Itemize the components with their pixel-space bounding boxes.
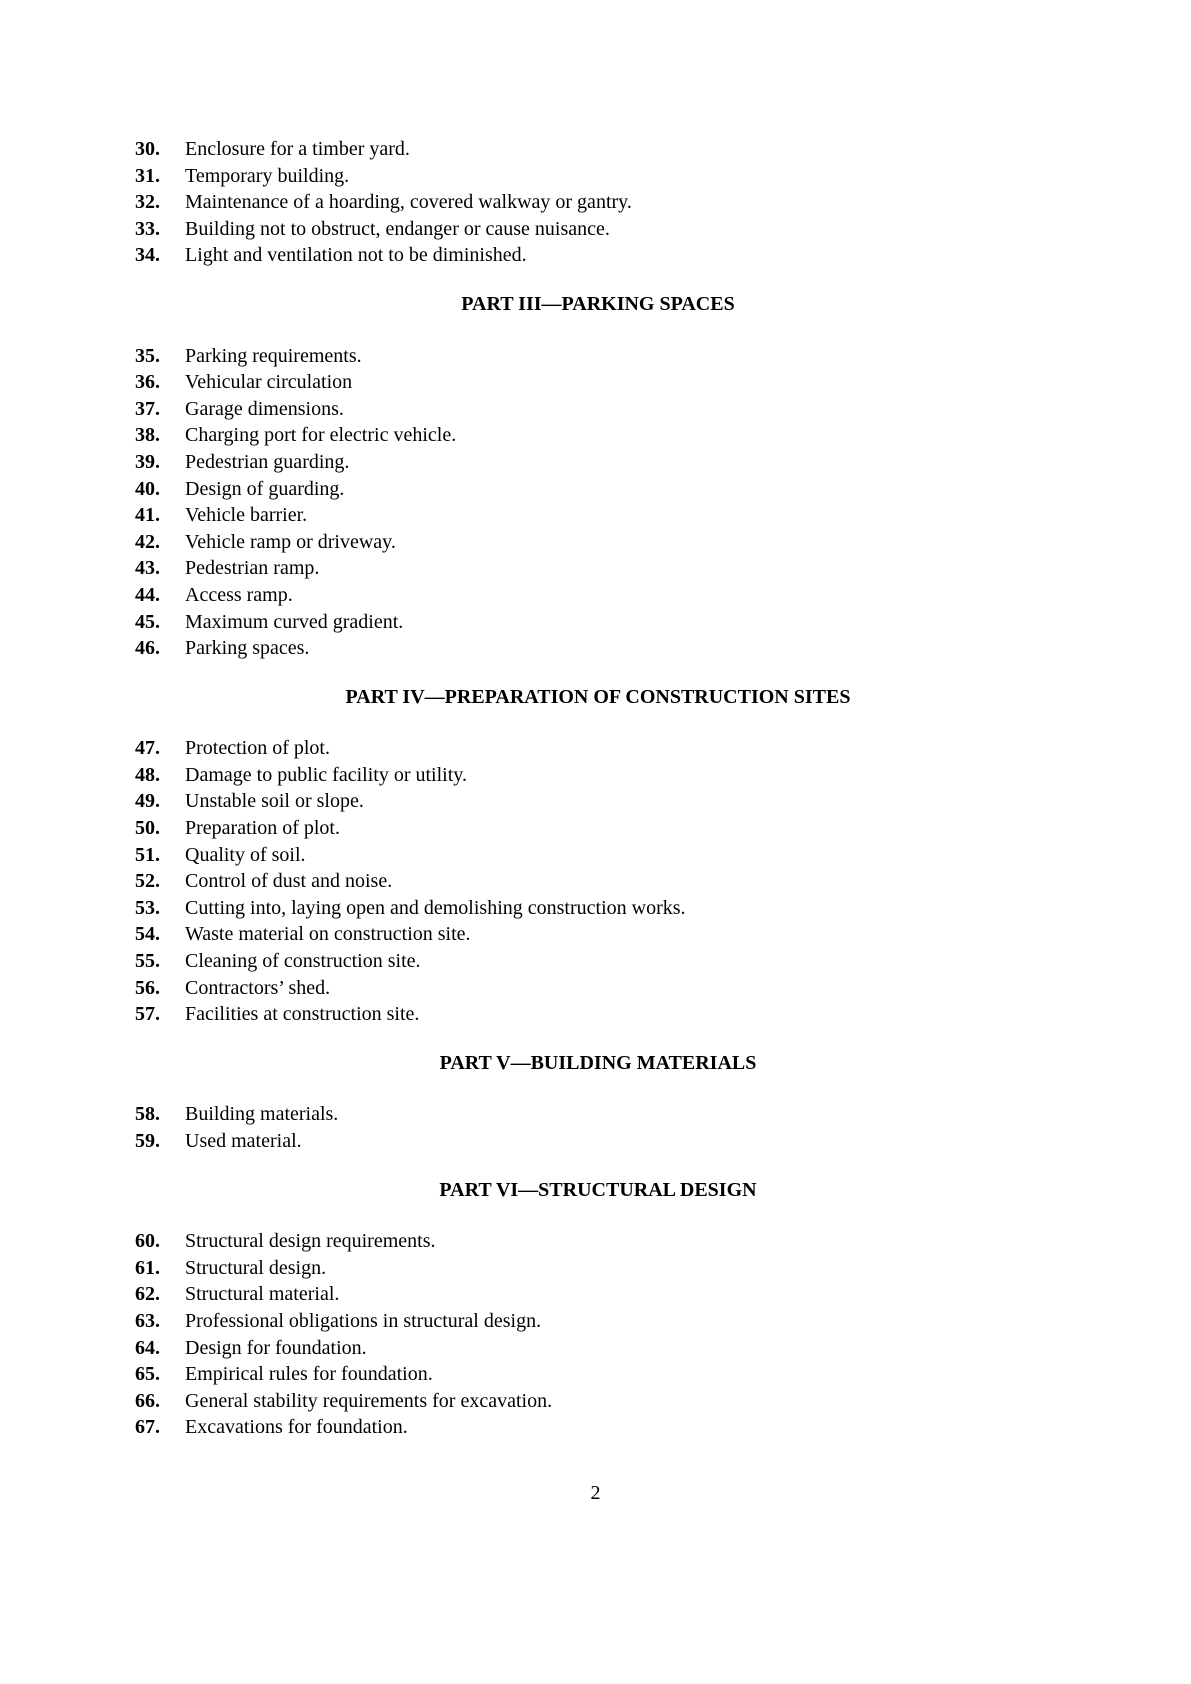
toc-item xyxy=(135,762,1061,789)
toc-item xyxy=(135,1335,1061,1362)
toc-item-number: 52. xyxy=(135,870,160,893)
toc-item xyxy=(135,396,1061,423)
toc-item-text: Waste material on construction site. xyxy=(185,923,471,946)
toc-item-number: 51. xyxy=(135,843,160,866)
toc-item-number: 61. xyxy=(135,1256,160,1279)
toc-item-text: Enclosure for a timber yard. xyxy=(185,138,410,160)
toc-item-text: Pedestrian guarding. xyxy=(185,450,350,473)
toc-item-text: Light and ventilation not to be diminished. xyxy=(185,244,527,267)
toc-item-number: 66. xyxy=(135,1389,160,1412)
toc-item-text: Parking spaces. xyxy=(185,637,310,660)
toc-item-number: 39. xyxy=(135,450,160,473)
toc-item xyxy=(135,343,1061,370)
toc-item xyxy=(135,1308,1061,1335)
toc-item-number: 64. xyxy=(135,1336,160,1359)
toc-item xyxy=(135,502,1061,529)
toc-item-number: 55. xyxy=(135,950,160,973)
toc-item xyxy=(135,1281,1061,1308)
page-number: 2 xyxy=(590,1482,601,1504)
toc-item-number: 59. xyxy=(135,1130,160,1152)
toc-item-text: Parking requirements. xyxy=(185,344,362,367)
toc-item-number: 47. xyxy=(135,737,160,760)
toc-item-number: 50. xyxy=(135,817,160,840)
toc-item xyxy=(135,242,1061,269)
toc-item-text: General stability requirements for excavation. xyxy=(185,1389,553,1412)
toc-item-text: Empirical rules for foundation. xyxy=(185,1363,433,1386)
toc-item xyxy=(135,189,1061,216)
toc-item-text: Building not to obstruct, endanger or cause nuisance. xyxy=(185,217,610,240)
toc-item xyxy=(135,921,1061,948)
toc-item-text: Facilities at construction site. xyxy=(185,1003,420,1026)
part-heading: PART VI—STRUCTURAL DESIGN xyxy=(439,1178,757,1201)
toc-item-number: 38. xyxy=(135,424,160,447)
toc-item-number: 30. xyxy=(135,138,160,160)
toc-item xyxy=(135,582,1061,609)
toc-item-number: 34. xyxy=(135,244,160,267)
toc-item-number: 41. xyxy=(135,504,160,527)
toc-item-text: Damage to public facility or utility. xyxy=(185,763,467,786)
toc-item xyxy=(135,529,1061,556)
toc-item-text: Excavations for foundation. xyxy=(185,1416,408,1439)
toc-item xyxy=(135,216,1061,243)
toc-item-text: Structural design. xyxy=(185,1256,327,1279)
toc-item-text: Garage dimensions. xyxy=(185,397,344,420)
toc-item-number: 54. xyxy=(135,923,160,946)
toc-item-number: 31. xyxy=(135,164,160,187)
toc-item xyxy=(135,895,1061,922)
part-heading: PART V—BUILDING MATERIALS xyxy=(439,1051,757,1074)
toc-item xyxy=(135,1414,1061,1441)
toc-item xyxy=(135,136,1061,163)
toc-item xyxy=(135,422,1061,449)
toc-item xyxy=(135,163,1061,190)
toc-item-number: 35. xyxy=(135,344,160,367)
toc-item-number: 63. xyxy=(135,1309,160,1332)
toc-item-number: 57. xyxy=(135,1003,160,1026)
toc-item-number: 49. xyxy=(135,790,160,813)
toc-item-text: Design for foundation. xyxy=(185,1336,367,1359)
toc-item-text: Quality of soil. xyxy=(185,843,306,866)
toc-item xyxy=(135,788,1061,815)
toc-item-text: Maximum curved gradient. xyxy=(185,610,404,633)
toc-item xyxy=(135,1255,1061,1282)
toc-item-number: 62. xyxy=(135,1283,160,1306)
toc-item-number: 46. xyxy=(135,637,160,660)
toc-item-number: 65. xyxy=(135,1363,160,1386)
toc-item-text: Vehicular circulation xyxy=(185,371,353,394)
part-heading: PART IV—PREPARATION OF CONSTRUCTION SITES xyxy=(345,685,851,708)
toc-item xyxy=(135,1001,1061,1028)
toc-item-number: 56. xyxy=(135,976,160,999)
toc-item-number: 42. xyxy=(135,530,160,553)
toc-item-text: Design of guarding. xyxy=(185,477,345,500)
toc-item xyxy=(135,1101,1061,1128)
toc-item xyxy=(135,1388,1061,1415)
toc-item-text: Structural material. xyxy=(185,1283,340,1306)
part-heading: PART III—PARKING SPACES xyxy=(461,292,735,315)
toc-item xyxy=(135,449,1061,476)
toc-item xyxy=(135,555,1061,582)
toc-item xyxy=(135,815,1061,842)
toc-item-text: Professional obligations in structural design. xyxy=(185,1309,542,1332)
toc-item-text: Access ramp. xyxy=(185,583,293,606)
toc-item-text: Control of dust and noise. xyxy=(185,870,393,893)
toc-item xyxy=(135,735,1061,762)
toc-item xyxy=(135,868,1061,895)
toc-item-number: 33. xyxy=(135,217,160,240)
toc-item xyxy=(135,1128,1061,1155)
toc-item-text: Unstable soil or slope. xyxy=(185,790,364,813)
toc-item xyxy=(135,476,1061,503)
toc-item xyxy=(135,1361,1061,1388)
toc-item-text: Vehicle barrier. xyxy=(185,504,308,527)
toc-item-number: 53. xyxy=(135,896,160,919)
toc-item xyxy=(135,369,1061,396)
toc-item-number: 32. xyxy=(135,191,160,214)
toc-item-number: 40. xyxy=(135,477,160,500)
toc-item-number: 44. xyxy=(135,583,160,606)
toc-item xyxy=(135,1228,1061,1255)
toc-item-number: 37. xyxy=(135,397,160,420)
toc-item-text: Charging port for electric vehicle. xyxy=(185,424,457,447)
toc-item-text: Protection of plot. xyxy=(185,737,330,760)
toc-item-number: 45. xyxy=(135,610,160,633)
toc-item-text: Preparation of plot. xyxy=(185,817,340,840)
toc-item-number: 67. xyxy=(135,1416,160,1439)
toc-item xyxy=(135,609,1061,636)
toc-item-text: Pedestrian ramp. xyxy=(185,557,320,580)
toc-item-number: 48. xyxy=(135,763,160,786)
toc-item-number: 58. xyxy=(135,1103,160,1126)
toc-item-text: Structural design requirements. xyxy=(185,1230,436,1253)
toc-item-number: 60. xyxy=(135,1230,160,1253)
toc-item xyxy=(135,975,1061,1002)
toc-item-number: 36. xyxy=(135,371,160,394)
toc-item xyxy=(135,948,1061,975)
toc-item xyxy=(135,842,1061,869)
toc-item-text: Cleaning of construction site. xyxy=(185,950,421,973)
toc-item-text: Maintenance of a hoarding, covered walkway or gantry. xyxy=(185,191,632,214)
toc-item xyxy=(135,635,1061,662)
toc-item-text: Cutting into, laying open and demolishing construction works. xyxy=(185,896,686,919)
toc-item-text: Used material. xyxy=(185,1130,302,1152)
toc-item-text: Contractors’ shed. xyxy=(185,976,331,999)
toc-item-text: Building materials. xyxy=(185,1103,339,1126)
toc-item-text: Vehicle ramp or driveway. xyxy=(185,530,396,553)
toc-item-number: 43. xyxy=(135,557,160,580)
toc-item-text: Temporary building. xyxy=(185,164,350,187)
